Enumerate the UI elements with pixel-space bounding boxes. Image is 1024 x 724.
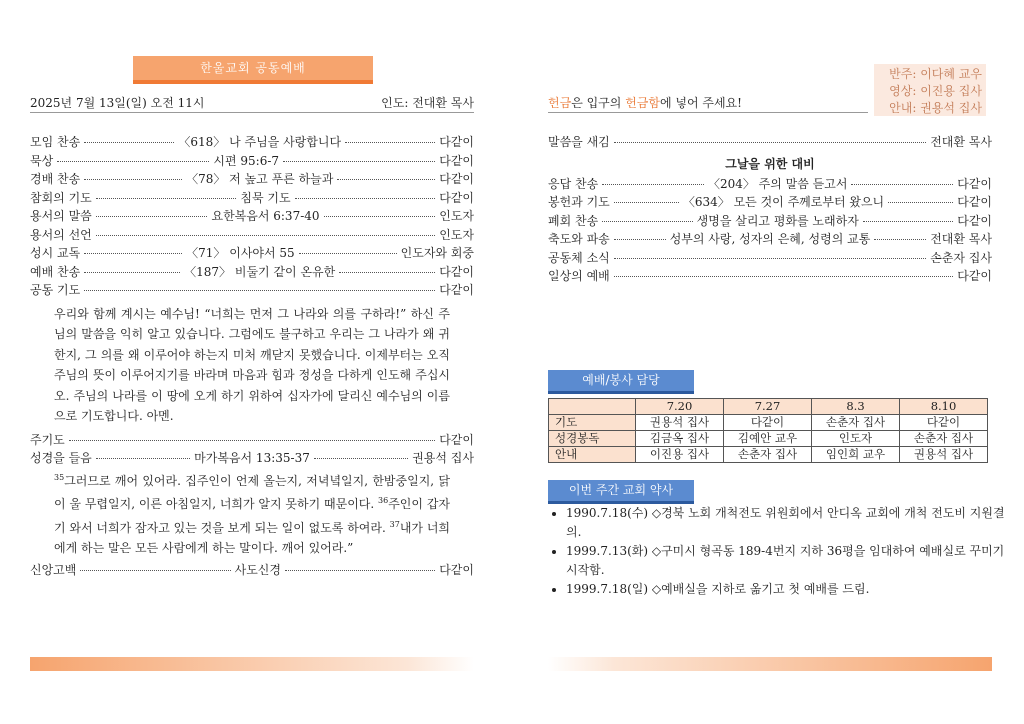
order-row (30, 152, 474, 171)
leader-dots (80, 570, 230, 571)
leader-dots (57, 161, 209, 162)
history-heading: 이번 주간 교회 약사 (548, 480, 694, 504)
offering-highlight: 헌금 (548, 96, 572, 110)
offering-rule (548, 112, 868, 113)
order-item: 〈204〉 주의 말씀 듣고서 (707, 176, 848, 191)
leader-dots (602, 184, 704, 185)
verse-37-number: 37 (389, 519, 400, 529)
duty-cell: 손춘자 집사 (724, 447, 812, 463)
order-person: 권용석 집사 (412, 451, 474, 465)
bulletin-title: 한울교회 공동예배 (133, 56, 373, 84)
order-row (30, 561, 474, 580)
order-row (548, 175, 992, 194)
duty-cell: 인도자 (812, 431, 900, 447)
leader-dots (96, 235, 435, 236)
order-row (30, 449, 474, 468)
footer-bar-right (548, 657, 992, 671)
leader-dots (84, 142, 174, 143)
leader-dots (96, 458, 190, 459)
duty-cell: 권용석 집사 (636, 415, 724, 431)
duty-cell: 임인희 교우 (812, 447, 900, 463)
staff-box (874, 64, 986, 116)
verse-35: 그러므로 깨어 있어라. 집주인이 언제 올는지, 저녁녘일지, 한밤중일지, 닭이 울 무렵일지, 이른 아침일지, 너희가 알지 못하기 때문이다. (54, 473, 450, 511)
leader-dots (299, 253, 397, 254)
staff-accompanist: 반주: 이다혜 교우 (889, 67, 982, 81)
leader-dots (314, 458, 408, 459)
order-person: 다같이 (439, 172, 475, 186)
order-label: 공동체 소식 (548, 250, 610, 265)
duty-role: 성경봉독 (549, 431, 636, 447)
order-person: 다같이 (439, 153, 475, 168)
order-person: 다같이 (439, 432, 474, 447)
order-person: 다같이 (439, 562, 474, 577)
order-person: 다같이 (957, 269, 992, 283)
order-label: 말씀을 새김 (548, 135, 610, 149)
order-item: 〈78〉 저 높고 푸른 하늘과 (186, 172, 334, 186)
order-item: 침묵 기도 (240, 190, 291, 205)
leader-dots (84, 253, 182, 254)
order-row (548, 249, 992, 268)
staff-video: 영상: 이진용 집사 (889, 84, 982, 98)
order-person: 전대환 목사 (930, 232, 992, 246)
leader-dots (285, 570, 435, 571)
order-item: 시편 95:6-7 (213, 153, 280, 168)
staff-usher: 안내: 권용석 집사 (889, 101, 982, 115)
order-person: 인도자와 회중 (400, 246, 475, 260)
order-row (548, 133, 992, 152)
duty-row-reading (549, 431, 988, 447)
order-person: 다같이 (957, 195, 992, 209)
service-leader: 인도: 전대환 목사 (381, 96, 474, 110)
leader-dots (295, 198, 436, 199)
leader-dots (851, 184, 953, 185)
leader-dots (339, 272, 435, 273)
order-label: 신앙고백 (30, 562, 77, 577)
order-person: 다같이 (957, 176, 992, 191)
duty-heading: 예배/봉사 담당 (548, 370, 694, 394)
left-order (30, 133, 474, 579)
duty-date: 7.20 (636, 399, 724, 415)
leader-dots (84, 272, 180, 273)
leader-dots (84, 179, 182, 180)
leader-dots (324, 216, 436, 217)
order-label: 용서의 말씀 (30, 209, 92, 223)
leader-dots (337, 179, 435, 180)
duty-cell: 손춘자 집사 (900, 431, 988, 447)
order-row (548, 267, 992, 286)
leader-dots (69, 440, 435, 441)
duty-cell: 다같이 (900, 415, 988, 431)
scripture-text (30, 468, 474, 559)
order-person: 전대환 목사 (930, 135, 992, 149)
order-label: 응답 찬송 (548, 176, 599, 191)
duty-cell: 김금옥 집사 (636, 431, 724, 447)
order-label: 일상의 예배 (548, 269, 610, 283)
order-person: 인도자 (439, 227, 474, 242)
leader-dots (602, 221, 692, 222)
offering-box-highlight: 헌금함 (625, 96, 660, 110)
order-label: 축도와 파송 (548, 232, 610, 246)
offering-text-1: 은 입구의 (571, 96, 626, 110)
order-person: 다같이 (957, 213, 993, 228)
leader-dots (84, 290, 435, 291)
verse-37: 내가 너희에게 하는 말은 모든 사람에게 하는 말이다. 깨어 있어라.” (54, 520, 450, 555)
history-item: • 1999.7.18(일) ◇예배실을 지하로 옮기고 첫 예배를 드림. (566, 580, 1012, 599)
date-rule (30, 112, 474, 113)
leader-dots (874, 239, 926, 240)
order-row (548, 230, 992, 249)
order-label: 봉헌과 기도 (548, 195, 610, 209)
duty-table-wrap (548, 398, 988, 463)
order-item: 요한복음서 6:37-40 (211, 209, 320, 223)
order-row (30, 244, 474, 263)
order-item: 사도신경 (234, 562, 281, 577)
right-order (548, 133, 992, 286)
offering-text-2: 에 넣어 주세요! (659, 96, 742, 110)
history-item: • 1999.7.13(화) ◇구미시 형곡동 189-4번지 지하 36평을 임대하여 예배실로 꾸미기 시작함. (566, 542, 1012, 580)
date-line (30, 94, 474, 111)
order-item: 〈618〉 나 주님을 사랑합니다 (178, 135, 342, 149)
leader-dots (96, 216, 208, 217)
order-label: 주기도 (30, 432, 65, 447)
order-item: 〈634〉 모든 것이 주께로부터 왔으니 (682, 195, 885, 209)
duty-row-prayer (549, 415, 988, 431)
duty-cell: 손춘자 집사 (812, 415, 900, 431)
duty-role: 기도 (549, 415, 636, 431)
order-person: 다같이 (439, 190, 474, 205)
order-label: 묵상 (30, 153, 54, 168)
order-label: 공동 기도 (30, 283, 81, 297)
order-row (30, 263, 474, 282)
order-row (30, 189, 474, 208)
order-label: 성시 교독 (30, 246, 81, 260)
leader-dots (345, 142, 435, 143)
order-item: 〈71〉 이사야서 55 (186, 246, 295, 260)
leader-dots (614, 142, 926, 143)
footer-bar-left (30, 657, 474, 671)
leader-dots (614, 258, 926, 259)
duty-cell: 다같이 (724, 415, 812, 431)
history-list (548, 504, 1012, 599)
order-row (548, 212, 992, 231)
duty-cell: 이진용 집사 (636, 447, 724, 463)
verse-35-number: 35 (54, 472, 65, 482)
order-label: 예배 찬송 (30, 264, 81, 279)
prayer-text: 우리와 함께 계시는 예수님! “너희는 먼저 그 나라와 의를 구하라!” 하신 주님의 말씀을 익히 알고 있습니다. 그럼에도 불구하고 우리는 그 나라가 왜 귀한지, 그 의를 왜 이루어야 하는지 미처 깨닫지 못했습니다. 이제부터는 오직 주님의 뜻이 이루어지기를 바라며 마음과 힘과 정성을 다하게 인도해 주십시오. 주님의 나라를 이 땅에 오게 하기 위하여 십자가에 달리신 예수님의 이름으로 기도합니다. 아멘. (54, 306, 450, 423)
sermon-title: 그날을 위한 대비 (725, 156, 815, 171)
order-row (30, 281, 474, 300)
order-person: 인도자 (439, 209, 475, 223)
order-label: 참회의 기도 (30, 190, 92, 205)
duty-table (548, 398, 988, 463)
duty-date: 8.3 (812, 399, 900, 415)
order-person: 다같이 (439, 135, 474, 149)
duty-header-row (549, 399, 988, 415)
leader-dots (614, 202, 679, 203)
duty-corner (549, 399, 636, 415)
order-label: 용서의 선언 (30, 227, 92, 242)
leader-dots (863, 221, 953, 222)
verse-36-number: 36 (378, 496, 389, 505)
leader-dots (888, 202, 953, 203)
order-row (30, 431, 474, 450)
order-row (548, 193, 992, 212)
order-row (30, 226, 474, 245)
order-person: 다같이 (439, 264, 474, 279)
duty-date: 8.10 (900, 399, 988, 415)
service-date: 2025년 7월 13일(일) 오전 11시 (30, 96, 205, 110)
verse-36: 주인이 갑자기 와서 너희가 잠자고 있는 것을 보게 되는 일이 없도록 하여라. (54, 497, 450, 535)
order-row (30, 207, 474, 226)
leader-dots (283, 161, 435, 162)
order-row (30, 133, 474, 152)
duty-date: 7.27 (724, 399, 812, 415)
order-label: 경배 찬송 (30, 172, 81, 186)
order-person: 다같이 (439, 283, 474, 297)
order-item: 마가복음서 13:35-37 (194, 451, 310, 465)
history-item: • 1990.7.18(수) ◇경북 노회 개척전도 위원회에서 안디옥 교회에 개척 전도비 지원결의. (566, 504, 1012, 542)
duty-cell: 권용석 집사 (900, 447, 988, 463)
order-item: 〈187〉 비둘기 같이 온유한 (184, 264, 336, 279)
offering-notice (548, 94, 742, 111)
leader-dots (614, 276, 953, 277)
duty-cell: 김예안 교우 (724, 431, 812, 447)
order-label: 성경을 들음 (30, 451, 92, 465)
leader-dots (96, 198, 237, 199)
order-item: 생명을 살리고 평화를 노래하자 (696, 213, 859, 228)
order-person: 손춘자 집사 (930, 250, 992, 265)
order-row (30, 170, 474, 189)
order-label: 모임 찬송 (30, 135, 81, 149)
order-label: 폐회 찬송 (548, 213, 599, 228)
leader-dots (614, 239, 666, 240)
order-item: 성부의 사랑, 성자의 은혜, 성령의 교통 (669, 232, 871, 246)
duty-row-usher (549, 447, 988, 463)
duty-role: 안내 (549, 447, 636, 463)
